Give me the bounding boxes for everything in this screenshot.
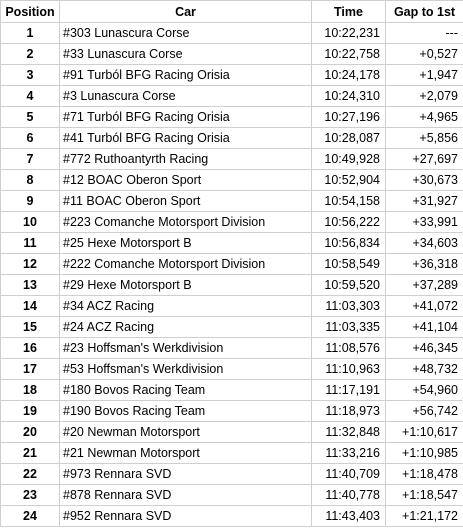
table-row [1,23,463,44]
table-row [1,191,463,212]
time-cell: 11:40,709 [312,464,386,485]
time-cell: 10:56,222 [312,212,386,233]
gap-cell: +36,318 [386,254,463,275]
table-body [1,23,463,527]
gap-cell: +48,732 [386,359,463,380]
gap-cell: +1,947 [386,65,463,86]
car-cell: #24 ACZ Racing [60,317,312,338]
gap-cell: +41,104 [386,317,463,338]
position-cell: 5 [1,107,60,128]
gap-cell: +37,289 [386,275,463,296]
car-cell: #23 Hoffsman's Werkdivision [60,338,312,359]
car-cell: #180 Bovos Racing Team [60,380,312,401]
position-cell: 1 [1,23,60,44]
table-row [1,86,463,107]
gap-cell: +56,742 [386,401,463,422]
time-cell: 10:49,928 [312,149,386,170]
position-cell: 24 [1,506,60,527]
car-cell: #3 Lunascura Corse [60,86,312,107]
header-row [1,1,463,23]
time-cell: 10:28,087 [312,128,386,149]
table-row [1,401,463,422]
time-cell: 10:56,834 [312,233,386,254]
car-cell: #33 Lunascura Corse [60,44,312,65]
table-row [1,275,463,296]
car-cell: #12 BOAC Oberon Sport [60,170,312,191]
gap-cell: +5,856 [386,128,463,149]
car-cell: #303 Lunascura Corse [60,23,312,44]
gap-cell: +1:18,478 [386,464,463,485]
position-cell: 13 [1,275,60,296]
gap-cell: +1:21,172 [386,506,463,527]
position-cell: 14 [1,296,60,317]
position-cell: 6 [1,128,60,149]
table-row [1,506,463,527]
position-cell: 17 [1,359,60,380]
position-cell: 22 [1,464,60,485]
time-cell: 11:18,973 [312,401,386,422]
gap-cell: +0,527 [386,44,463,65]
time-cell: 11:08,576 [312,338,386,359]
gap-cell: +1:10,617 [386,422,463,443]
table-row [1,338,463,359]
time-cell: 10:22,231 [312,23,386,44]
time-cell: 11:43,403 [312,506,386,527]
car-cell: #772 Ruthoantyrth Racing [60,149,312,170]
table-row [1,170,463,191]
table-row [1,254,463,275]
table-row [1,380,463,401]
position-cell: 3 [1,65,60,86]
gap-cell: +41,072 [386,296,463,317]
time-cell: 10:54,158 [312,191,386,212]
table-row [1,443,463,464]
time-cell: 10:58,549 [312,254,386,275]
gap-cell: +54,960 [386,380,463,401]
position-cell: 20 [1,422,60,443]
position-cell: 21 [1,443,60,464]
gap-cell: +31,927 [386,191,463,212]
car-cell: #53 Hoffsman's Werkdivision [60,359,312,380]
car-cell: #71 Turból BFG Racing Orisia [60,107,312,128]
table-row [1,422,463,443]
car-cell: #952 Rennara SVD [60,506,312,527]
time-cell: 11:33,216 [312,443,386,464]
table-row [1,65,463,86]
table-row [1,44,463,65]
car-cell: #21 Newman Motorsport [60,443,312,464]
position-cell: 11 [1,233,60,254]
car-cell: #973 Rennara SVD [60,464,312,485]
table-row [1,233,463,254]
gap-cell: +27,697 [386,149,463,170]
time-cell: 11:32,848 [312,422,386,443]
position-cell: 4 [1,86,60,107]
car-cell: #222 Comanche Motorsport Division [60,254,312,275]
position-cell: 2 [1,44,60,65]
time-cell: 11:40,778 [312,485,386,506]
table-row [1,317,463,338]
position-cell: 16 [1,338,60,359]
table-row [1,107,463,128]
gap-cell: +33,991 [386,212,463,233]
time-cell: 11:03,303 [312,296,386,317]
position-cell: 19 [1,401,60,422]
gap-cell: +1:10,985 [386,443,463,464]
column-header-gap: Gap to 1st [386,1,463,23]
column-header-car: Car [60,1,312,23]
position-cell: 12 [1,254,60,275]
column-header-time: Time [312,1,386,23]
table-row [1,149,463,170]
car-cell: #11 BOAC Oberon Sport [60,191,312,212]
position-cell: 18 [1,380,60,401]
gap-cell: +4,965 [386,107,463,128]
table-row [1,464,463,485]
table-row [1,212,463,233]
time-cell: 10:52,904 [312,170,386,191]
car-cell: #878 Rennara SVD [60,485,312,506]
gap-cell: +1:18,547 [386,485,463,506]
position-cell: 15 [1,317,60,338]
gap-cell: --- [386,23,463,44]
time-cell: 10:59,520 [312,275,386,296]
time-cell: 10:22,758 [312,44,386,65]
table-row [1,296,463,317]
car-cell: #20 Newman Motorsport [60,422,312,443]
car-cell: #223 Comanche Motorsport Division [60,212,312,233]
time-cell: 11:17,191 [312,380,386,401]
car-cell: #190 Bovos Racing Team [60,401,312,422]
table-header [1,1,463,23]
position-cell: 7 [1,149,60,170]
position-cell: 9 [1,191,60,212]
table-row [1,128,463,149]
position-cell: 8 [1,170,60,191]
gap-cell: +2,079 [386,86,463,107]
column-header-position: Position [1,1,60,23]
time-cell: 10:24,310 [312,86,386,107]
gap-cell: +34,603 [386,233,463,254]
position-cell: 23 [1,485,60,506]
gap-cell: +46,345 [386,338,463,359]
table-row [1,359,463,380]
position-cell: 10 [1,212,60,233]
table-row [1,485,463,506]
gap-cell: +30,673 [386,170,463,191]
car-cell: #34 ACZ Racing [60,296,312,317]
car-cell: #25 Hexe Motorsport B [60,233,312,254]
time-cell: 10:24,178 [312,65,386,86]
car-cell: #29 Hexe Motorsport B [60,275,312,296]
time-cell: 11:03,335 [312,317,386,338]
car-cell: #41 Turból BFG Racing Orisia [60,128,312,149]
time-cell: 11:10,963 [312,359,386,380]
car-cell: #91 Turból BFG Racing Orisia [60,65,312,86]
time-cell: 10:27,196 [312,107,386,128]
